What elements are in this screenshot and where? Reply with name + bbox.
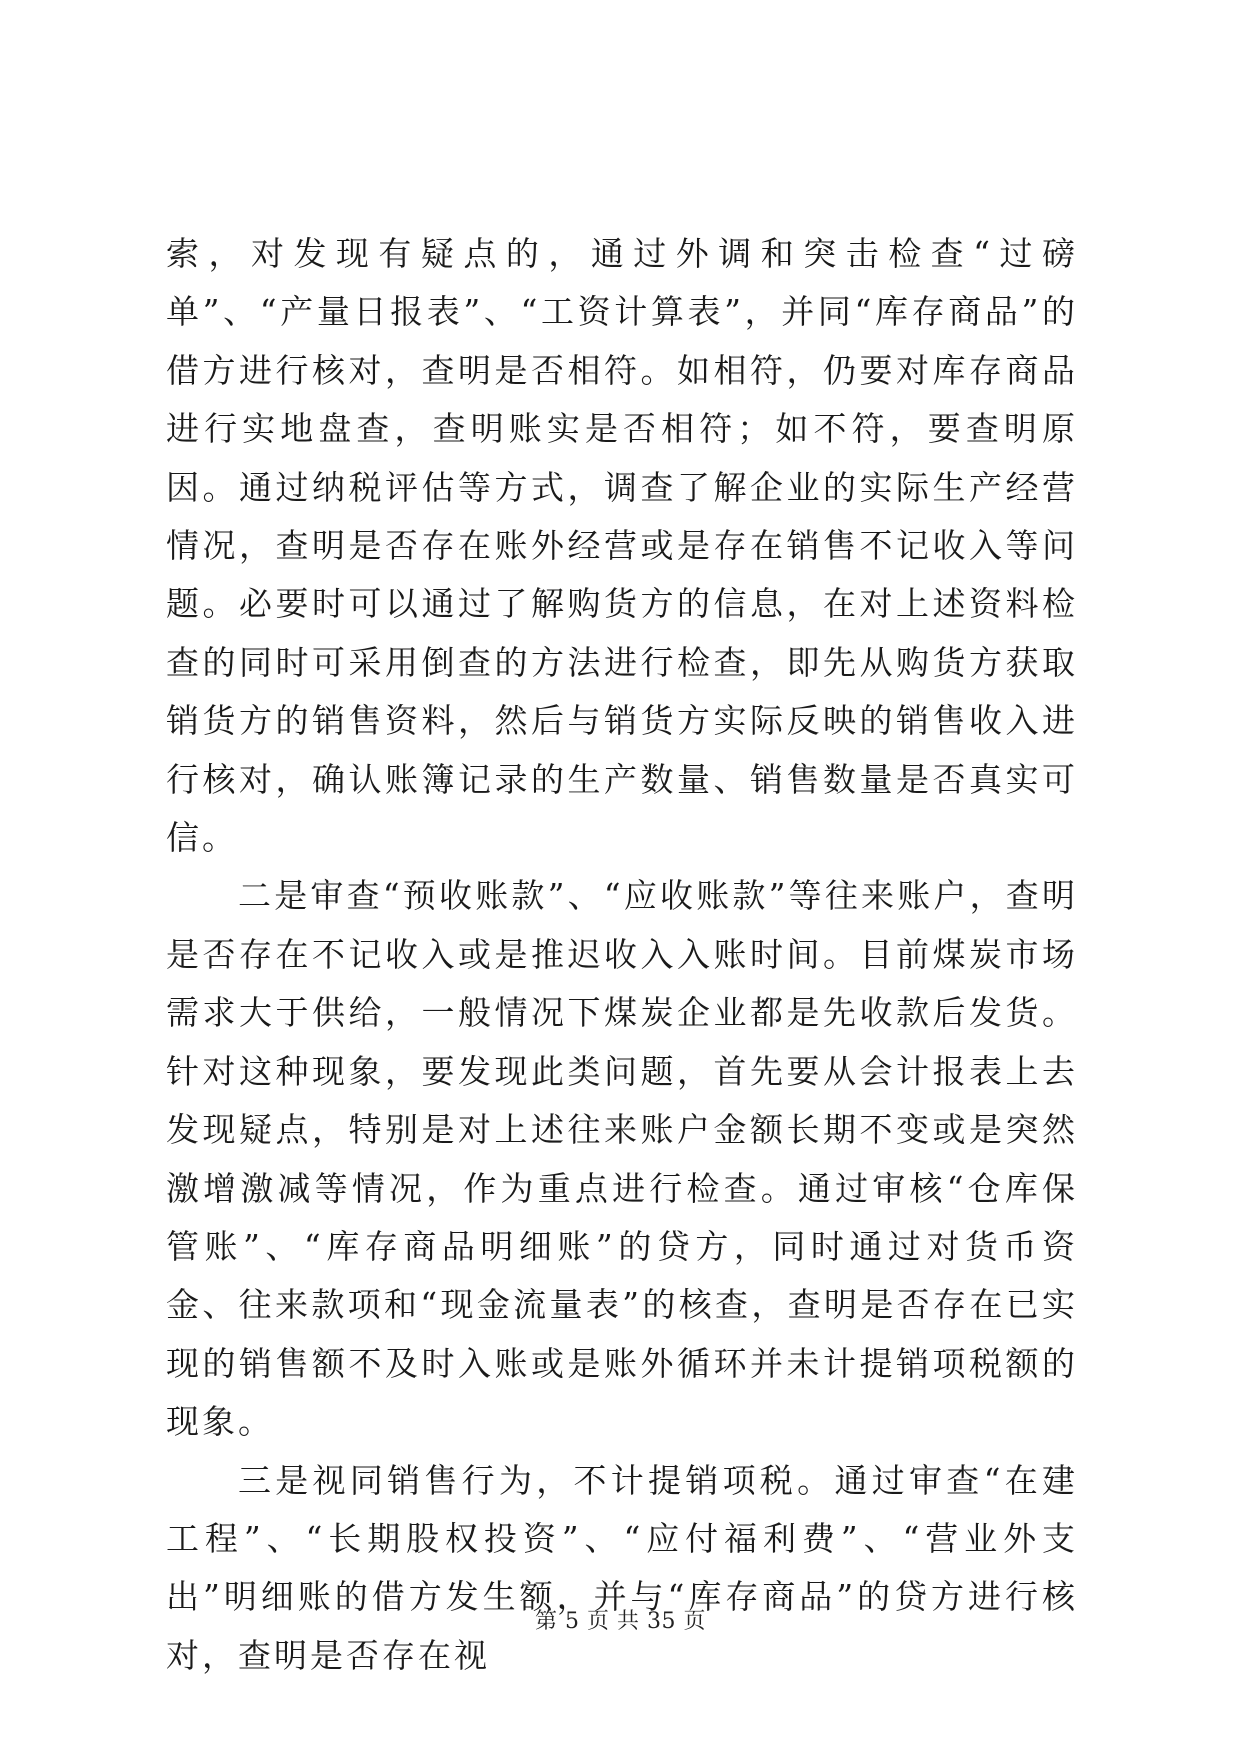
page-footer: 第 5 页 共 35 页 bbox=[535, 1609, 706, 1634]
paragraph-two: 二是审查“预收账款”、“应收账款”等往来账户，查明是否存在不记收入或是推迟收入入账时间。目前煤炭市场需求大于供给，一般情况下煤炭企业都是先收款后发货。针对这种现象，要发现此类问题，首先要从会计报表上去发现疑点，特别是对上述往来账户金额长期不变或是突然激增激减等情况，作为重点进行检查。通过审核“仓库保管账”、“库存商品明细账”的贷方，同时通过对货币资金、往来款项和“现金流量表”的核查，查明是否存在已实现的销售额不及时入账或是账外循环并未计提销项税额的现象。 bbox=[166, 876, 1078, 1442]
paragraph-continued: 索，对发现有疑点的，通过外调和突击检查“过磅单”、“产量日报表”、“工资计算表”，并同“库存商品”的借方进行核对，查明是否相符。如相符，仍要对库存商品进行实地盘查，查明账实是否相符；如不符，要查明原因。通过纳税评估等方式，调查了解企业的实际生产经营情况，查明是否存在账外经营或是存在销售不记收入等问题。必要时可以通过了解购货方的信息，在对上述资料检查的同时可采用倒查的方法进行检查，即先从购货方获取销货方的销售资料，然后与销货方实际反映的销售收入进行核对，确认账簿记录的生产数量、销售数量是否真实可信。 bbox=[166, 234, 1078, 858]
document-body bbox=[166, 225, 1078, 1685]
paragraph-three: 三是视同销售行为，不计提销项税。通过审查“在建工程”、“长期股权投资”、“应付福利费”、“营业外支出”明细账的借方发生额，并与“库存商品”的贷方进行核对，查明是否存在视 bbox=[166, 1460, 1078, 1675]
